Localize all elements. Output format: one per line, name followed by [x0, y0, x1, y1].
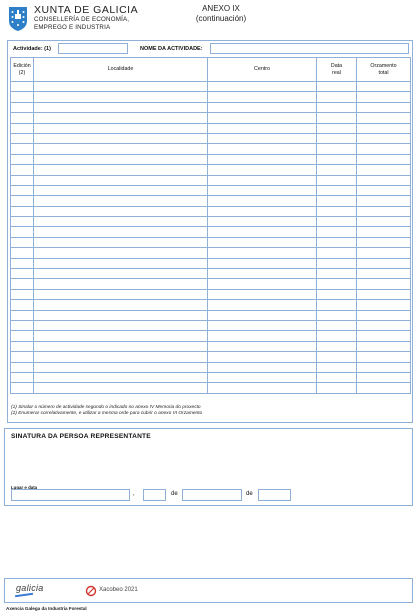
- locality-cell[interactable]: [34, 279, 208, 289]
- edition-cell[interactable]: [11, 279, 34, 289]
- table-row: [11, 113, 411, 123]
- total-budget-cell[interactable]: [357, 175, 411, 185]
- real-date-cell[interactable]: [317, 165, 357, 175]
- center-cell[interactable]: [208, 310, 317, 320]
- agency-name: Axencia Galega da Industria Forestal: [6, 606, 87, 611]
- locality-cell[interactable]: [34, 331, 208, 341]
- document-header: [6, 4, 411, 40]
- center-cell[interactable]: [208, 300, 317, 310]
- center-cell[interactable]: [208, 165, 317, 175]
- edition-cell[interactable]: [11, 165, 34, 175]
- locality-cell[interactable]: [34, 383, 208, 393]
- header-center: Centro: [208, 58, 317, 82]
- real-date-cell[interactable]: [317, 300, 357, 310]
- center-cell[interactable]: [208, 289, 317, 299]
- table-row: [11, 300, 411, 310]
- center-cell[interactable]: [208, 113, 317, 123]
- header-locality: Localidade: [34, 58, 208, 82]
- center-cell[interactable]: [208, 92, 317, 102]
- signature-box: [4, 428, 413, 506]
- center-cell[interactable]: [208, 320, 317, 330]
- header-real-date: Data real: [317, 58, 357, 82]
- org-title: XUNTA DE GALICIA: [34, 4, 139, 16]
- footer-logos: [4, 578, 413, 603]
- edition-cell[interactable]: [11, 185, 34, 195]
- table-row: [11, 175, 411, 185]
- table-row: [11, 185, 411, 195]
- real-date-cell[interactable]: [317, 196, 357, 206]
- center-cell[interactable]: [208, 227, 317, 237]
- total-budget-cell[interactable]: [357, 269, 411, 279]
- edition-cell[interactable]: [11, 175, 34, 185]
- total-budget-cell[interactable]: [357, 144, 411, 154]
- table-row: [11, 279, 411, 289]
- activity-label: Actividade: (1): [13, 46, 51, 52]
- total-budget-cell[interactable]: [357, 217, 411, 227]
- real-date-cell[interactable]: [317, 341, 357, 351]
- real-date-cell[interactable]: [317, 237, 357, 247]
- real-date-cell[interactable]: [317, 289, 357, 299]
- edition-cell[interactable]: [11, 113, 34, 123]
- real-date-cell[interactable]: [317, 258, 357, 268]
- total-budget-cell[interactable]: [357, 123, 411, 133]
- real-date-cell[interactable]: [317, 331, 357, 341]
- total-budget-cell[interactable]: [357, 154, 411, 164]
- total-budget-cell[interactable]: [357, 331, 411, 341]
- real-date-cell[interactable]: [317, 154, 357, 164]
- center-cell[interactable]: [208, 123, 317, 133]
- total-budget-cell[interactable]: [357, 102, 411, 112]
- table-row: [11, 144, 411, 154]
- locality-cell[interactable]: [34, 123, 208, 133]
- de-separator-2: de: [246, 491, 253, 497]
- total-budget-cell[interactable]: [357, 92, 411, 102]
- edition-cell[interactable]: [11, 123, 34, 133]
- real-date-cell[interactable]: [317, 92, 357, 102]
- total-budget-cell[interactable]: [357, 165, 411, 175]
- total-budget-cell[interactable]: [357, 300, 411, 310]
- center-cell[interactable]: [208, 237, 317, 247]
- center-cell[interactable]: [208, 82, 317, 92]
- locality-cell[interactable]: [34, 82, 208, 92]
- locality-cell[interactable]: [34, 196, 208, 206]
- table-row: [11, 383, 411, 393]
- real-date-cell[interactable]: [317, 269, 357, 279]
- real-date-cell[interactable]: [317, 206, 357, 216]
- table-row: [11, 258, 411, 268]
- header-edition: Edición (2): [11, 58, 34, 82]
- table-row: [11, 165, 411, 175]
- locality-cell[interactable]: [34, 237, 208, 247]
- footnotes: [11, 405, 202, 417]
- real-date-cell[interactable]: [317, 144, 357, 154]
- locality-cell[interactable]: [34, 144, 208, 154]
- center-cell[interactable]: [208, 383, 317, 393]
- total-budget-cell[interactable]: [357, 279, 411, 289]
- real-date-cell[interactable]: [317, 279, 357, 289]
- real-date-cell[interactable]: [317, 383, 357, 393]
- edition-cell[interactable]: [11, 227, 34, 237]
- locality-cell[interactable]: [34, 341, 208, 351]
- comma-separator: ,: [133, 491, 135, 497]
- center-cell[interactable]: [208, 144, 317, 154]
- center-cell[interactable]: [208, 133, 317, 143]
- table-row: [11, 248, 411, 258]
- locality-cell[interactable]: [34, 217, 208, 227]
- edition-cell[interactable]: [11, 320, 34, 330]
- footnote-1: (1) Sinalar o número de actividade segundo o indicado no anexo IV Memoria do proxecto: [11, 405, 201, 410]
- locality-cell[interactable]: [34, 320, 208, 330]
- total-budget-cell[interactable]: [357, 82, 411, 92]
- table-row: [11, 82, 411, 92]
- edition-cell[interactable]: [11, 258, 34, 268]
- real-date-cell[interactable]: [317, 102, 357, 112]
- total-budget-cell[interactable]: [357, 362, 411, 372]
- total-budget-cell[interactable]: [357, 289, 411, 299]
- total-budget-cell[interactable]: [357, 383, 411, 393]
- edition-cell[interactable]: [11, 196, 34, 206]
- table-row: [11, 341, 411, 351]
- annex-title: ANEXO IX: [202, 4, 240, 13]
- annex-heading: [166, 4, 276, 24]
- center-cell[interactable]: [208, 185, 317, 195]
- total-budget-cell[interactable]: [357, 352, 411, 362]
- activity-row: [10, 43, 410, 55]
- real-date-cell[interactable]: [317, 217, 357, 227]
- real-date-cell[interactable]: [317, 362, 357, 372]
- locality-cell[interactable]: [34, 206, 208, 216]
- place-field[interactable]: [11, 489, 130, 501]
- month-field[interactable]: [182, 489, 242, 501]
- locality-cell[interactable]: [34, 154, 208, 164]
- table-row: [11, 102, 411, 112]
- table-row: [11, 289, 411, 299]
- locality-cell[interactable]: [34, 310, 208, 320]
- edition-cell[interactable]: [11, 352, 34, 362]
- real-date-cell[interactable]: [317, 82, 357, 92]
- total-budget-cell[interactable]: [357, 258, 411, 268]
- real-date-cell[interactable]: [317, 248, 357, 258]
- edition-cell[interactable]: [11, 217, 34, 227]
- total-budget-cell[interactable]: [357, 113, 411, 123]
- edition-cell[interactable]: [11, 362, 34, 372]
- table-row: [11, 310, 411, 320]
- table-row: [11, 372, 411, 382]
- total-budget-cell[interactable]: [357, 196, 411, 206]
- edition-cell[interactable]: [11, 133, 34, 143]
- activity-number-field[interactable]: [58, 43, 128, 54]
- edition-cell[interactable]: [11, 154, 34, 164]
- edition-cell[interactable]: [11, 310, 34, 320]
- table-row: [11, 123, 411, 133]
- footnote-2: (2) Enumerar correlativamente, e utilizar a mesma orde para cubrir o anexo VI Orzamento: [11, 411, 203, 416]
- activity-name-field[interactable]: [210, 43, 409, 54]
- de-separator-1: de: [171, 491, 178, 497]
- locality-cell[interactable]: [34, 352, 208, 362]
- xunta-seal-icon: [8, 6, 28, 32]
- org-subtitle-line-1: CONSELLERÍA DE ECONOMÍA,: [34, 16, 130, 23]
- edition-cell[interactable]: [11, 269, 34, 279]
- locality-cell[interactable]: [34, 175, 208, 185]
- total-budget-cell[interactable]: [357, 206, 411, 216]
- locality-cell[interactable]: [34, 133, 208, 143]
- locality-cell[interactable]: [34, 300, 208, 310]
- table-row: [11, 269, 411, 279]
- table-row: [11, 133, 411, 143]
- locality-cell[interactable]: [34, 269, 208, 279]
- locality-cell[interactable]: [34, 289, 208, 299]
- total-budget-cell[interactable]: [357, 341, 411, 351]
- table-row: [11, 237, 411, 247]
- center-cell[interactable]: [208, 331, 317, 341]
- center-cell[interactable]: [208, 362, 317, 372]
- total-budget-cell[interactable]: [357, 320, 411, 330]
- edition-cell[interactable]: [11, 372, 34, 382]
- table-header-row: [11, 58, 411, 82]
- locality-cell[interactable]: [34, 185, 208, 195]
- locality-cell[interactable]: [34, 372, 208, 382]
- edition-cell[interactable]: [11, 237, 34, 247]
- xacobeo-logo: Xacobeo 2021: [99, 587, 138, 593]
- total-budget-cell[interactable]: [357, 133, 411, 143]
- center-cell[interactable]: [208, 258, 317, 268]
- year-field[interactable]: [258, 489, 291, 501]
- table-row: [11, 196, 411, 206]
- center-cell[interactable]: [208, 352, 317, 362]
- real-date-cell[interactable]: [317, 227, 357, 237]
- locality-cell[interactable]: [34, 248, 208, 258]
- table-row: [11, 320, 411, 330]
- edition-cell[interactable]: [11, 383, 34, 393]
- editions-table: [10, 57, 411, 394]
- center-cell[interactable]: [208, 372, 317, 382]
- real-date-cell[interactable]: [317, 185, 357, 195]
- center-cell[interactable]: [208, 217, 317, 227]
- edition-cell[interactable]: [11, 289, 34, 299]
- edition-cell[interactable]: [11, 341, 34, 351]
- locality-cell[interactable]: [34, 227, 208, 237]
- edition-cell[interactable]: [11, 331, 34, 341]
- signature-title: SINATURA DA PERSOA REPRESENTANTE: [11, 433, 151, 440]
- edition-cell[interactable]: [11, 248, 34, 258]
- total-budget-cell[interactable]: [357, 372, 411, 382]
- total-budget-cell[interactable]: [357, 227, 411, 237]
- real-date-cell[interactable]: [317, 113, 357, 123]
- real-date-cell[interactable]: [317, 320, 357, 330]
- real-date-cell[interactable]: [317, 123, 357, 133]
- real-date-cell[interactable]: [317, 352, 357, 362]
- org-subtitle-line-2: EMPREGO E INDUSTRIA: [34, 23, 111, 31]
- table-row: [11, 217, 411, 227]
- center-cell[interactable]: [208, 341, 317, 351]
- real-date-cell[interactable]: [317, 372, 357, 382]
- edition-cell[interactable]: [11, 300, 34, 310]
- table-row: [11, 352, 411, 362]
- locality-cell[interactable]: [34, 165, 208, 175]
- center-cell[interactable]: [208, 102, 317, 112]
- center-cell[interactable]: [208, 154, 317, 164]
- annex-subtitle: (continuación): [195, 14, 247, 23]
- center-cell[interactable]: [208, 248, 317, 258]
- edition-cell[interactable]: [11, 144, 34, 154]
- edition-cell[interactable]: [11, 82, 34, 92]
- total-budget-cell[interactable]: [357, 237, 411, 247]
- table-row: [11, 227, 411, 237]
- table-row: [11, 92, 411, 102]
- galicia-logo-stroke-icon: [15, 593, 33, 597]
- edition-cell[interactable]: [11, 102, 34, 112]
- edition-cell[interactable]: [11, 206, 34, 216]
- real-date-cell[interactable]: [317, 175, 357, 185]
- xacobeo-mark-icon: [85, 585, 97, 597]
- center-cell[interactable]: [208, 206, 317, 216]
- locality-cell[interactable]: [34, 258, 208, 268]
- header-total-budget: Orzamento total: [357, 58, 411, 82]
- total-budget-cell[interactable]: [357, 310, 411, 320]
- edition-cell[interactable]: [11, 92, 34, 102]
- day-field[interactable]: [143, 489, 166, 501]
- total-budget-cell[interactable]: [357, 248, 411, 258]
- activity-name-label: NOME DA ACTIVIDADE:: [140, 46, 203, 52]
- galicia-logo: galicia: [16, 583, 44, 593]
- place-date-label: Lugar e data: [11, 485, 38, 490]
- table-body: [11, 82, 411, 394]
- table-row: [11, 154, 411, 164]
- locality-cell[interactable]: [34, 113, 208, 123]
- real-date-cell[interactable]: [317, 133, 357, 143]
- table-row: [11, 206, 411, 216]
- locality-cell[interactable]: [34, 362, 208, 372]
- center-cell[interactable]: [208, 196, 317, 206]
- organization-block: [34, 4, 138, 31]
- center-cell[interactable]: [208, 175, 317, 185]
- center-cell[interactable]: [208, 269, 317, 279]
- total-budget-cell[interactable]: [357, 185, 411, 195]
- table-row: [11, 362, 411, 372]
- real-date-cell[interactable]: [317, 310, 357, 320]
- center-cell[interactable]: [208, 279, 317, 289]
- locality-cell[interactable]: [34, 102, 208, 112]
- locality-cell[interactable]: [34, 92, 208, 102]
- table-row: [11, 331, 411, 341]
- activity-form-box: [7, 40, 413, 423]
